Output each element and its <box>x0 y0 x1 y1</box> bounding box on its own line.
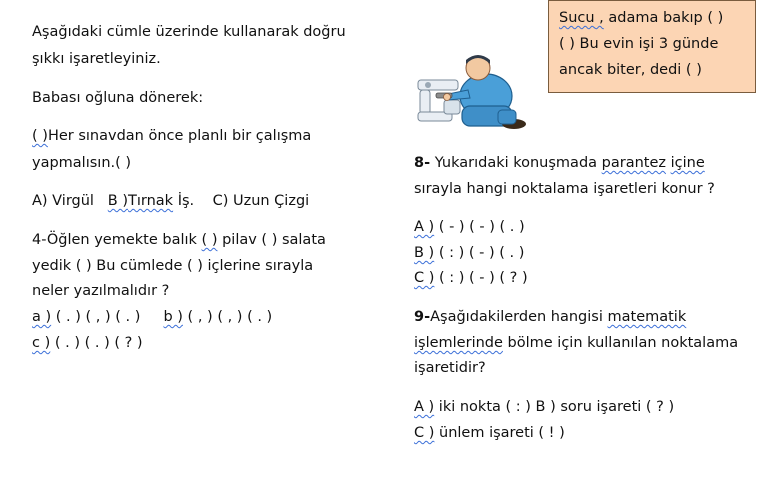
speech-box <box>548 0 756 93</box>
q3-option-c: C) Uzun Çizgi <box>212 193 310 209</box>
q3-prompt-line-1: Aşağıdaki cümle üzerinde kullanarak doğru <box>32 24 346 40</box>
q8-line-1 <box>414 155 705 171</box>
q9-options-ab-text: iki nokta ( : ) B ) soru işareti ( ? ) <box>434 399 675 415</box>
q4-option-c-text: ( . ) ( . ) ( ? ) <box>50 335 143 351</box>
q8-word-icine: içine <box>670 155 705 171</box>
q9-line-2 <box>414 335 738 351</box>
q4-option-c-letter: c ) <box>32 335 51 351</box>
q3-quote-line-2: yapmalısın.( ) <box>32 155 132 171</box>
q8-option-b <box>414 245 524 261</box>
q9-line-3: işaretidir? <box>414 360 486 376</box>
box-comma: , <box>594 10 604 26</box>
q3-intro: Babası oğluna dönerek: <box>32 90 204 106</box>
q4-paren: ( ) <box>201 232 218 248</box>
q8-option-a-text: ( - ) ( - ) ( . ) <box>434 219 525 235</box>
q9-text-a: Aşağıdakilerden hangisi <box>430 309 608 325</box>
q9-number: 9- <box>414 309 431 325</box>
q3-open-paren: ( ) <box>32 128 48 144</box>
q3-option-a: A) Virgül <box>32 193 94 209</box>
q8-number: 8- <box>414 155 431 171</box>
q3-options <box>32 193 309 209</box>
q8-option-c <box>414 270 528 286</box>
q9-option-c-letter: C ) <box>414 425 435 441</box>
q4-option-a-letter: a ) <box>32 309 52 325</box>
q8-option-c-letter: C ) <box>414 270 435 286</box>
box-line-1 <box>559 10 723 26</box>
q9-text-b: bölme için kullanılan noktalama <box>502 335 739 351</box>
q8-option-c-text: ( : ) ( - ) ( ? ) <box>434 270 528 286</box>
q8-option-b-letter: B ) <box>414 245 435 261</box>
q3-quote-text: Her sınavdan önce planlı bir çalışma <box>47 128 312 144</box>
q3-option-b-word: Tırnak <box>128 193 174 209</box>
q4-line-1 <box>32 232 326 248</box>
q8-text-a: Yukarıdaki konuşmada <box>430 155 602 171</box>
q9-line-1 <box>414 309 686 325</box>
q3-option-b-abbr: İş. <box>177 193 195 209</box>
q4-option-b-letter: b ) <box>163 309 183 325</box>
q8-option-b-text: ( : ) ( - ) ( . ) <box>434 245 525 261</box>
box-line-1-text: adama bakıp ( ) <box>603 10 724 26</box>
q4-text-b: pilav ( ) salata <box>217 232 326 248</box>
q3-quote-line-1 <box>32 128 311 144</box>
worker-repairing-pipe-icon <box>414 50 532 132</box>
q9-word-islemlerinde: işlemlerinde <box>414 335 503 351</box>
q4-text-a: 4-Öğlen yemekte balık <box>32 232 197 248</box>
q4-option-a-text: ( . ) ( , ) ( . ) <box>51 309 141 325</box>
q3-prompt-line-2: şıkkı işaretleyiniz. <box>32 51 161 67</box>
box-line-2: ( ) Bu evin işi 3 günde <box>559 36 719 52</box>
q4-option-b-text: ( , ) ( , ) ( . ) <box>182 309 273 325</box>
q9-option-c <box>414 425 565 441</box>
q8-line-2: sırayla hangi noktalama işaretleri konur ? <box>414 181 715 197</box>
q4-option-c <box>32 335 143 351</box>
q8-option-a-letter: A ) <box>414 219 435 235</box>
q9-options-ab <box>414 399 674 415</box>
q8-option-a <box>414 219 525 235</box>
box-line-3: ancak biter, dedi ( ) <box>559 62 702 78</box>
box-word-sucu: Sucu <box>559 10 595 26</box>
q8-word-parantez: parantez <box>601 155 666 171</box>
q9-word-matematik: matematik <box>607 309 687 325</box>
q3-option-b-letter: B ) <box>107 193 128 209</box>
q9-option-a-letter: A ) <box>414 399 435 415</box>
q4-line-3: neler yazılmalıdır ? <box>32 283 170 299</box>
q4-options-ab <box>32 309 272 325</box>
q4-line-2: yedik ( ) Bu cümlede ( ) içlerine sırayla <box>32 258 314 274</box>
q9-option-c-text: ünlem işareti ( ! ) <box>434 425 565 441</box>
